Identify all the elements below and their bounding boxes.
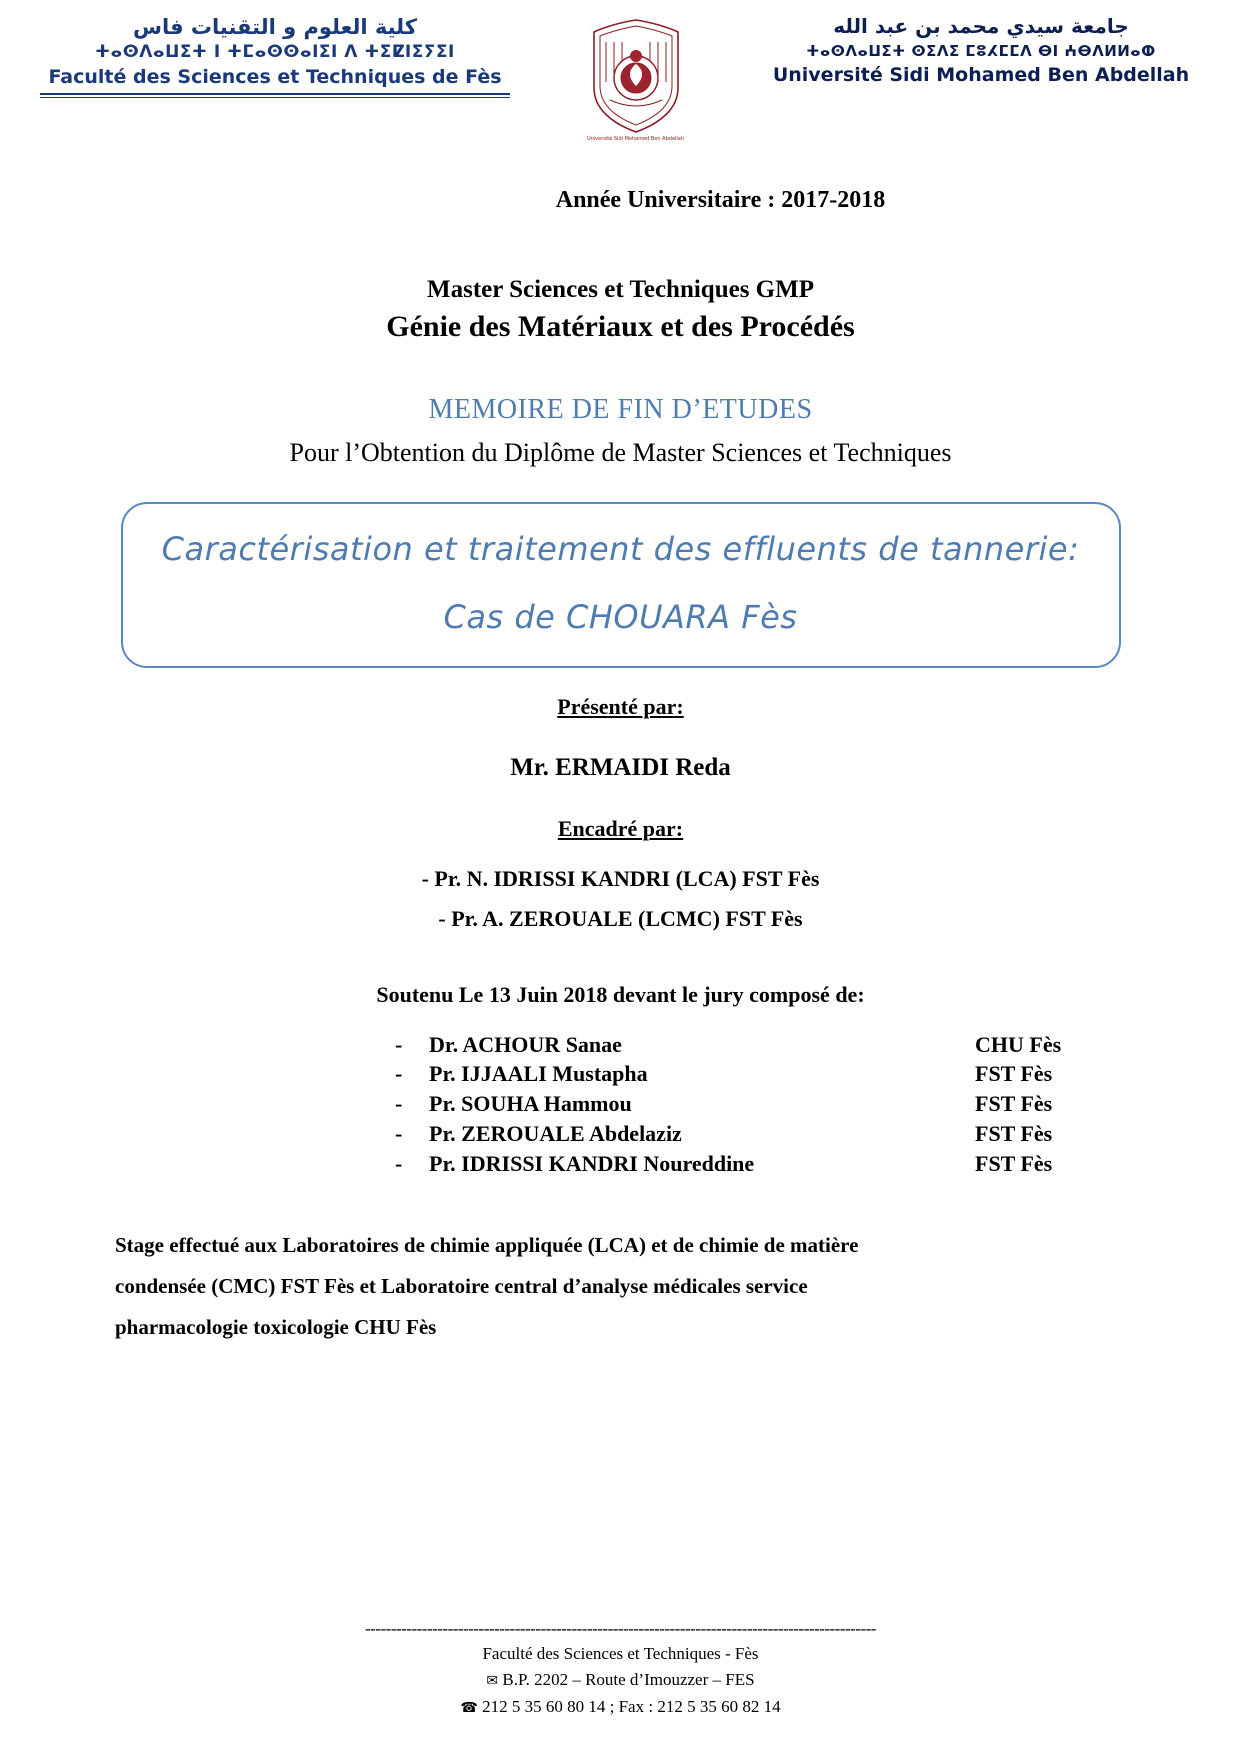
- jury-member-3: [395, 1089, 1095, 1119]
- thesis-title-box: [121, 502, 1121, 668]
- jury-member-name: Pr. IDRISSI KANDRI Noureddine: [429, 1151, 755, 1177]
- footer-address: B.P. 2202 – Route d’Imouzzer – FES: [502, 1670, 755, 1690]
- jury-member-affiliation: CHU Fès: [975, 1031, 1062, 1057]
- program-line-2: Génie des Matériaux et des Procédés: [386, 309, 855, 343]
- jury-member-affiliation: FST Fès: [975, 1121, 1053, 1147]
- internship-line-3: pharmacologie toxicologie CHU Fès: [115, 1314, 437, 1339]
- footer-phone: 212 5 35 60 80 14 ; Fax : 212 5 35 60 82 14: [482, 1696, 781, 1716]
- jury-member-name: Dr. ACHOUR Sanae: [429, 1031, 622, 1057]
- internship-line-2: condensée (CMC) FST Fès et Laboratoire central d’analyse médicales service: [115, 1273, 808, 1298]
- faculty-divider-thick: [40, 93, 510, 95]
- internship-line-1: Stage effectué aux Laboratoires de chimie appliquée (LCA) et de chimie de matière: [115, 1233, 859, 1258]
- page-footer: [0, 1619, 1241, 1720]
- presented-by-label: Présenté par:: [557, 693, 684, 719]
- jury-member-1: [395, 1030, 1095, 1060]
- university-name-french: Université Sidi Mohamed Ben Abdellah: [772, 63, 1190, 86]
- footer-phone-row: [0, 1694, 1241, 1720]
- university-seal-logo: [576, 14, 696, 143]
- jury-dash: -: [395, 1031, 403, 1057]
- jury-dash: -: [395, 1091, 403, 1117]
- jury-member-name: Pr. SOUHA Hammou: [429, 1091, 632, 1117]
- jury-member-affiliation: FST Fès: [975, 1151, 1053, 1177]
- jury-member-5: [395, 1149, 1095, 1179]
- university-name-arabic: جامعة سيدي محمد بن عبد الله: [833, 14, 1129, 38]
- jury-member-2: [395, 1059, 1095, 1089]
- page-header: [0, 0, 1241, 143]
- faculty-identity-block: [40, 14, 510, 98]
- university-identity-block: [761, 14, 1201, 88]
- jury-member-4: [395, 1119, 1095, 1149]
- jury-member-affiliation: FST Fès: [975, 1091, 1053, 1117]
- program-line-1: Master Sciences et Techniques GMP: [427, 275, 814, 303]
- footer-institution: Faculté des Sciences et Techniques - Fès: [482, 1643, 759, 1663]
- footer-address-row: [0, 1667, 1241, 1693]
- academic-year: Année Universitaire : 2017-2018: [555, 186, 886, 213]
- jury-dash: -: [395, 1121, 403, 1147]
- jury-dash: -: [395, 1061, 403, 1087]
- jury-dash: -: [395, 1151, 403, 1177]
- document-purpose: Pour l’Obtention du Diplôme de Master Sciences et Techniques: [289, 437, 952, 467]
- jury-member-name: Pr. IJJAALI Mustapha: [429, 1061, 648, 1087]
- telephone-icon: ☎: [460, 1699, 478, 1716]
- faculty-divider-thin: [40, 97, 510, 98]
- jury-member-affiliation: FST Fès: [975, 1061, 1053, 1087]
- document-type: MEMOIRE DE FIN D’ETUDES: [428, 393, 813, 425]
- faculty-name-arabic: كلية العلوم و التقنيات فاس: [133, 15, 417, 39]
- faculty-name-tifinagh: ⵜⴰⵙⴷⴰⵡⵉⵜ ⵏ ⵜⵎⴰⵙⵙⴰⵏⵉⵏ ⴷ ⵜⵉⵇⵏⵉⵢⵉⵏ: [95, 42, 455, 63]
- logo-caption: Université Sidi Mohamed Ben Abdellah: [586, 136, 685, 142]
- supervised-by-label: Encadré par:: [557, 815, 684, 841]
- jury-list: [395, 1030, 1095, 1180]
- supervisor-2: - Pr. A. ZEROUALE (LCMC) FST Fès: [438, 905, 803, 931]
- supervisor-1: - Pr. N. IDRISSI KANDRI (LCA) FST Fès: [421, 865, 820, 891]
- thesis-title-line-1: Caractérisation et traitement des effluents de tannerie:: [161, 529, 1080, 568]
- defense-statement: Soutenu Le 13 Juin 2018 devant le jury composé de:: [376, 981, 865, 1007]
- jury-member-name: Pr. ZEROUALE Abdelaziz: [429, 1121, 682, 1147]
- thesis-title-line-2: Cas de CHOUARA Fès: [443, 597, 798, 636]
- author-name: Mr. ERMAIDI Reda: [510, 753, 731, 781]
- envelope-icon: ✉: [486, 1673, 499, 1690]
- footer-separator: ---------------------------------------------------------------------------------------------------: [365, 1618, 876, 1638]
- internship-note: [115, 1225, 1126, 1348]
- faculty-name-french: Faculté des Sciences et Techniques de Fès: [48, 65, 502, 88]
- university-name-tifinagh: ⵜⴰⵙⴷⴰⵡⵉⵜ ⵙⵉⴷⵉ ⵎⵓⵃⵎⵎⴷ ⴱⵏ ⵄⴱⴷⵍⵍⴰⵀ: [806, 42, 1156, 60]
